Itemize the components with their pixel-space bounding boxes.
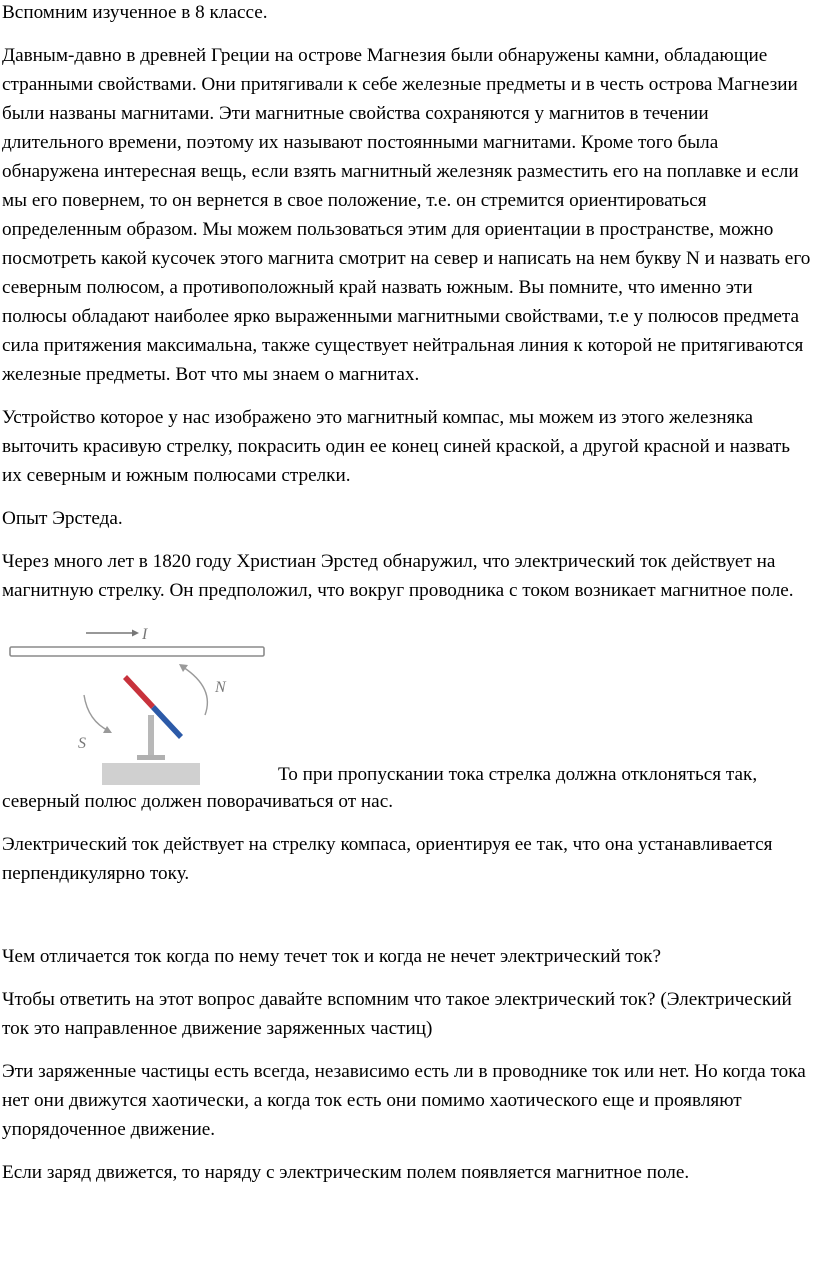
figure-row [2, 619, 812, 787]
current-label: I [142, 626, 148, 643]
figure-caption-line1: То при пропускании тока стрелка должна отклоняться так, [278, 764, 758, 785]
north-rotation-arrow [179, 664, 207, 715]
paragraph-question: Чем отличается ток когда по нему течет ток и когда не нечет электрический ток? [2, 946, 661, 967]
heading-oersted-experiment: Опыт Эрстеда. [2, 508, 123, 529]
paragraph-magnets-history: Давным-давно в древней Греции на острове Магнезия были обнаружены камни, обладающие странными свойствами. Они притягивали к себе железные предметы и в честь острова Магнезии были названы магнитами. Эти магнитные свойства сохраняются у магнитов в течении длительного времени, поэтому их называют постоянными магнитами. Кроме того была обнаружена интересная вещь, если взять магнитный железняк разместить его на поплавке и если мы его повернем, то он вернется в свое положение, т.е. он стремится ориентироваться определенным образом. Мы можем пользоваться этим для ориентации в пространстве, можно посмотреть какой кусочек этого магнита смотрит на север и написать на нем букву N и назвать его северным полюсом, а противоположный край назвать южным. Вы помните, что именно эти полюсы обладают наиболее ярко выраженными магнитными свойствами, т.е у полюсов предмета сила притяжения максимальна, также существует нейтральная линия к которой не притягиваются железные предметы. Вот что мы знаем о магнитах. [2, 45, 811, 385]
south-label: S [78, 735, 86, 752]
compass-base [102, 763, 200, 785]
north-label: N [215, 679, 226, 696]
oersted-experiment-figure [8, 619, 270, 785]
paragraph-definition: Чтобы ответить на этот вопрос давайте вспомним что такое электрический ток? (Электрический ток это направленное движение заряженных частиц) [2, 989, 792, 1039]
compass-stand [148, 715, 154, 755]
paragraph-compass: Устройство которое у нас изображено это магнитный компас, мы можем из этого железняка выточить красивую стрелку, покрасить один ее конец синей краской, а другой красной и назвать их северным и южным полюсами стрелки. [2, 407, 790, 486]
blank-space [2, 902, 812, 942]
paragraph-intro: Вспомним изученное в 8 классе. [2, 2, 268, 23]
current-arrow [86, 630, 139, 637]
needle-red-half [123, 675, 155, 709]
needle-blue-half [151, 705, 183, 739]
paragraph-oersted: Через много лет в 1820 году Христиан Эрстед обнаружил, что электрический ток действует на магнитную стрелку. Он предположил, что вокруг проводника с током возникает магнитное поле. [2, 551, 794, 601]
wire [10, 647, 264, 656]
compass-stand-foot [137, 755, 165, 760]
paragraph-magnetic-field: Если заряд движется, то наряду с электрическим полем появляется магнитное поле. [2, 1162, 690, 1183]
figure-caption-line2: северный полюс должен поворачиваться от нас. [2, 791, 394, 812]
south-rotation-arrow [84, 695, 112, 733]
paragraph-charged-particles: Эти заряженные частицы есть всегда, независимо есть ли в проводнике ток или нет. Но когда тока нет они движутся хаотически, а когда ток есть они помимо хаотического еще и проявляют упорядоченное движение. [2, 1061, 806, 1140]
paragraph-current-effect: Электрический ток действует на стрелку компаса, ориентируя ее так, что она устанавливается перпендикулярно току. [2, 834, 773, 884]
